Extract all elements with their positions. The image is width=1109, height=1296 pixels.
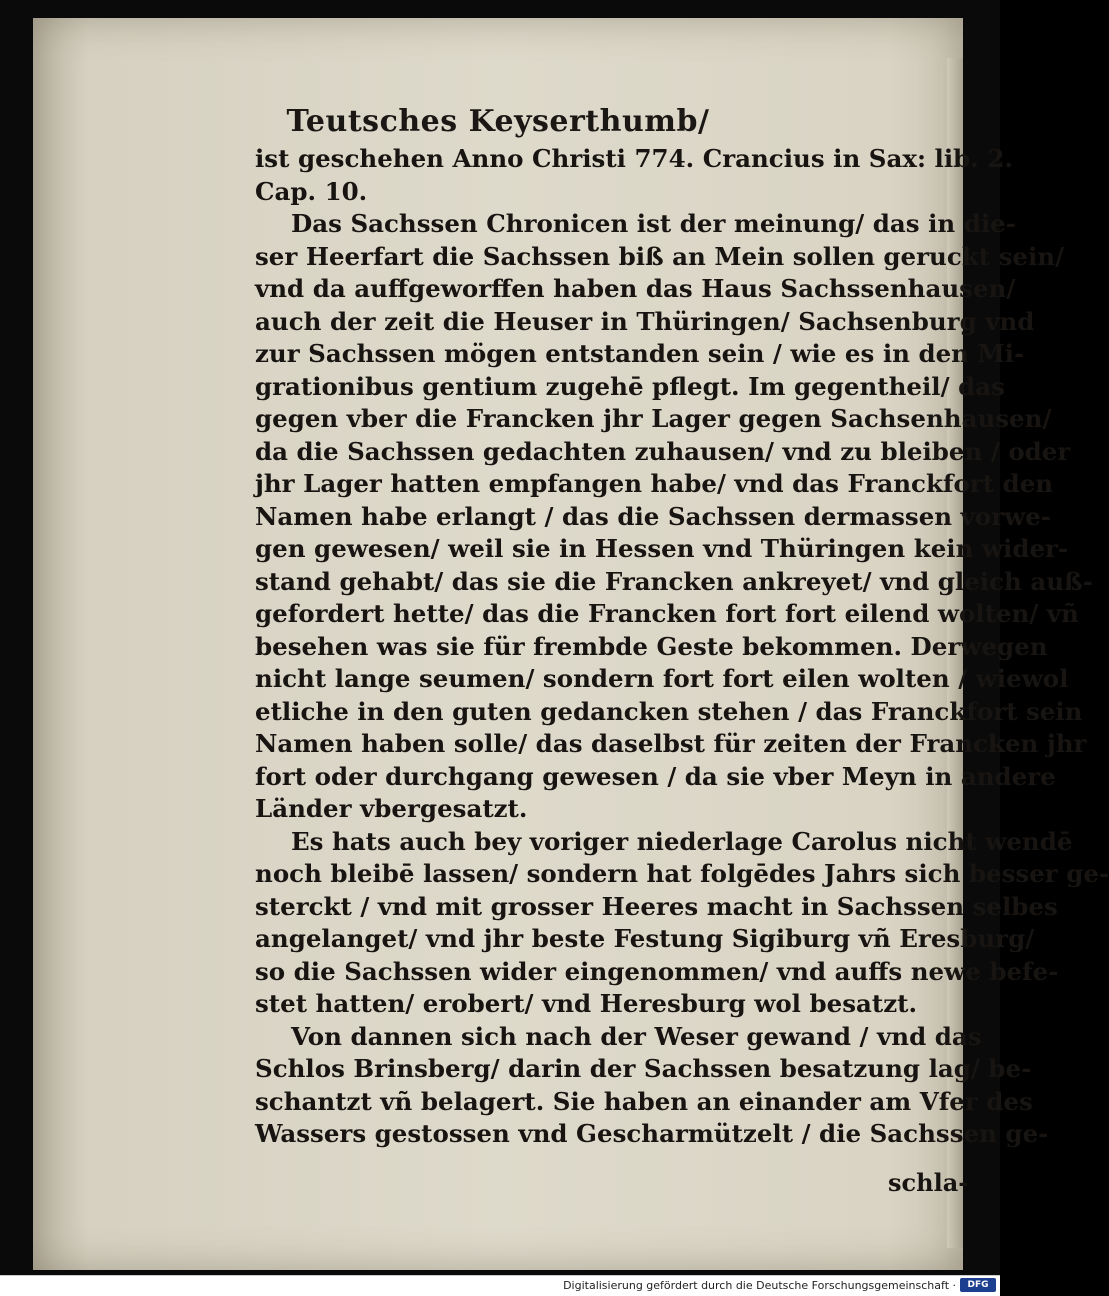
text-line: ist geschehen Anno Christi 774. Crancius in Sax: lib. 2.	[255, 144, 1013, 173]
text-line: zur Sachssen mögen entstanden sein / wie es in den Mi-	[255, 339, 1025, 368]
body-text	[255, 143, 1109, 1151]
text-line: grationibus gentium zugehē pflegt. Im gegentheil/ das	[255, 371, 1005, 401]
text-line: gefordert hette/ das die Francken fort fort eilend wolten/ vñ	[255, 599, 1079, 628]
text-line: stet hatten/ erobert/ vnd Heresburg wol besatzt.	[255, 989, 917, 1018]
text-line: vnd da auffgeworffen haben das Haus Sachssenhausen/	[255, 274, 1016, 303]
text-line: Von dannen sich nach der Weser gewand / vnd das	[291, 1021, 982, 1051]
footer-credit: Digitalisierung gefördert durch die Deutsche Forschungsgemeinschaft ·	[563, 1279, 956, 1292]
text-line: auch der zeit die Heuser in Thüringen/ Sachsenburg vnd	[255, 306, 1035, 336]
text-line: gen gewesen/ weil sie in Hessen vnd Thüringen kein wider-	[255, 534, 1069, 563]
text-line: da die Sachssen gedachten zuhausen/ vnd zu bleiben / oder	[255, 436, 1071, 466]
running-head: Teutsches Keyserthumb/	[286, 104, 710, 139]
text-line: jhr Lager hatten empfangen habe/ vnd das Franckfort den	[255, 469, 1054, 498]
text-line: Es hats auch bey voriger niederlage Carolus nicht wendē	[291, 826, 1073, 856]
dfg-logo: DFG	[960, 1278, 996, 1292]
text-line: angelanget/ vnd jhr beste Festung Sigiburg vñ Eresburg/	[255, 924, 1035, 953]
text-line: sterckt / vnd mit grosser Heeres macht in Sachssen selbes	[255, 891, 1058, 921]
text-line: stand gehabt/ das sie die Francken ankreyet/ vnd gleich auß-	[255, 566, 1093, 596]
text-line: Cap. 10.	[255, 176, 368, 206]
footer-bar	[0, 1275, 1000, 1296]
text-line: nicht lange seumen/ sondern fort fort eilen wolten / wiewol	[255, 664, 1069, 693]
text-line: Wassers gestossen vnd Gescharmützelt / die Sachssen ge-	[255, 1119, 1049, 1148]
text-line: so die Sachssen wider eingenommen/ vnd auffs newe befe-	[255, 956, 1059, 986]
text-line: schantzt vñ belagert. Sie haben an einander am Vfer des	[255, 1086, 1033, 1116]
text-line: Schlos Brinsberg/ darin der Sachssen besatzung lag/ be-	[255, 1054, 1032, 1083]
text-line: fort oder durchgang gewesen / da sie vber Meyn in andere	[255, 761, 1056, 791]
text-line: besehen was sie für frembde Geste bekommen. Derwegen	[255, 631, 1048, 661]
text-line: Das Sachssen Chronicen ist der meinung/ das in die-	[291, 209, 1016, 238]
catchword: schla-	[888, 1168, 969, 1197]
text-line: Namen haben solle/ das daselbst für zeiten der Francken jhr	[255, 729, 1087, 758]
book-page	[33, 18, 1109, 1270]
text-line: Länder vbergesatzt.	[255, 794, 528, 823]
text-line: gegen vber die Francken jhr Lager gegen Sachsenhausen/	[255, 404, 1052, 433]
text-line: Namen habe erlangt / das die Sachssen dermassen vorwe-	[255, 501, 1051, 531]
text-line: etliche in den guten gedancken stehen / das Franckfort sein	[255, 696, 1083, 726]
text-line: ser Heerfart die Sachssen biß an Mein sollen geruckt sein/	[255, 241, 1065, 271]
text-line: noch bleibē lassen/ sondern hat folgēdes Jahrs sich besser ge-	[255, 859, 1109, 888]
